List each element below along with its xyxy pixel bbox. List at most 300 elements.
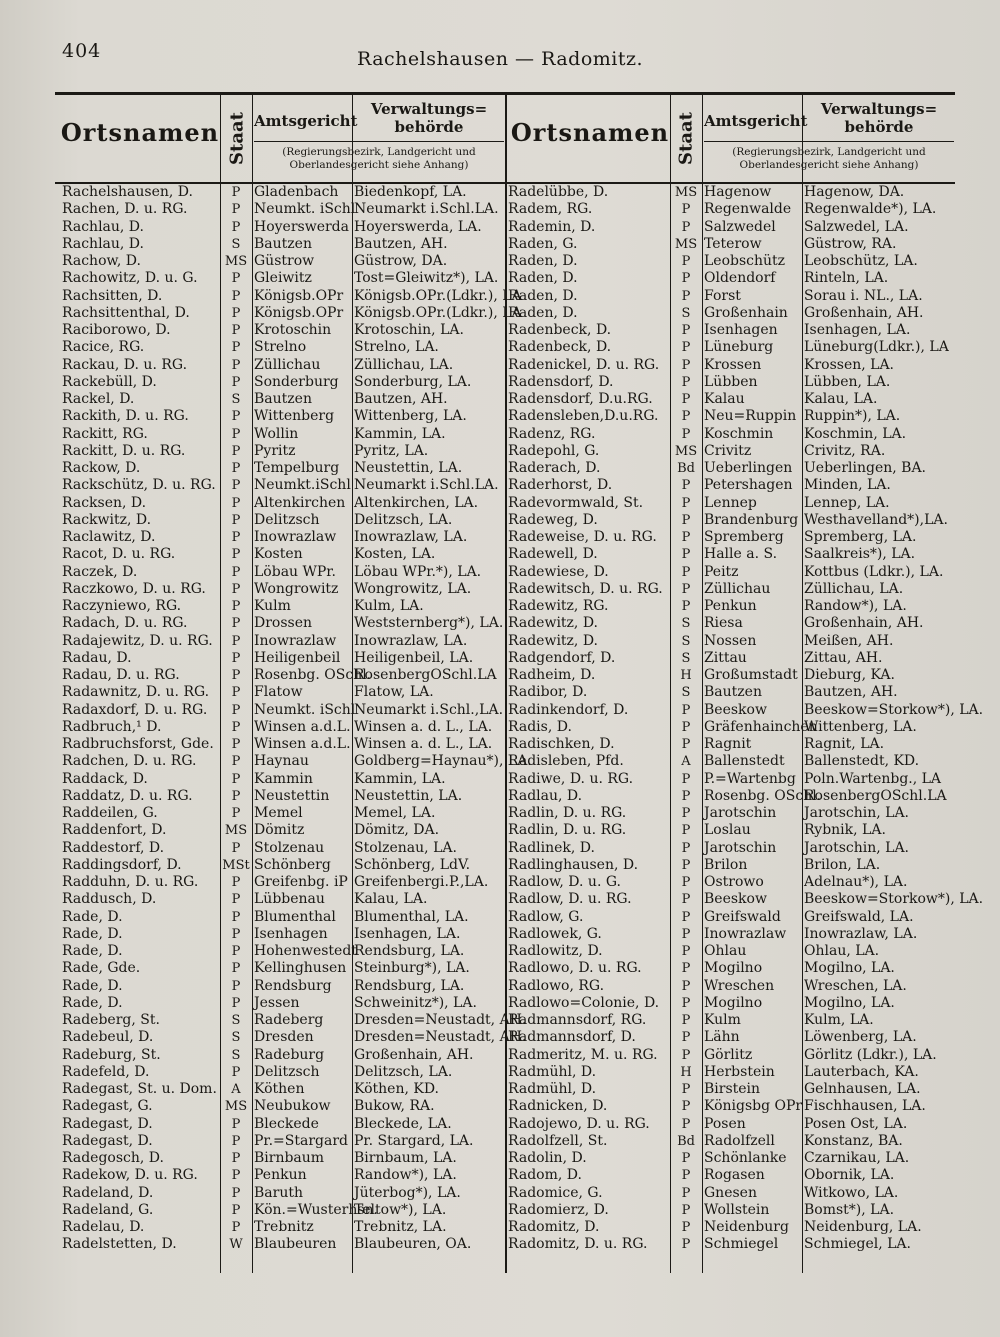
ortsname-cell: Racksen, D. <box>62 494 147 511</box>
staat-cell: S <box>231 1047 241 1063</box>
ortsname-cell: Radeberg, St. <box>62 1012 160 1028</box>
ortsname-cell: Radlin, D. u. RG. <box>508 805 627 821</box>
amtsgericht-cell: Gnesen <box>704 1184 757 1201</box>
amtsgericht-cell: Neidenburg <box>704 1219 789 1235</box>
amtsgericht-cell: Gladenbach <box>254 184 339 200</box>
ortsname-cell: Rachlau, D. <box>62 218 144 235</box>
staat-cell: P <box>681 909 691 925</box>
table-row <box>0 218 909 236</box>
verwaltung-cell: RosenbergOSchl.LA <box>354 667 497 683</box>
verwaltung-cell: Schmiegel, LA. <box>804 1236 911 1253</box>
ortsname-cell: Rademin, D. <box>508 218 596 235</box>
table-row <box>0 632 894 650</box>
verwaltung-cell: Kammin, LA. <box>354 425 446 442</box>
staat-cell: P <box>231 771 241 787</box>
verwaltung-cell: Großenhain, AH. <box>804 615 924 632</box>
table-row <box>0 891 984 908</box>
amtsgericht-cell: Krossen <box>704 356 762 373</box>
staat-cell: P <box>681 1185 691 1201</box>
staat-cell: S <box>231 392 241 407</box>
ortsname-cell: Raderach, D. <box>508 460 601 476</box>
verwaltung-cell: Güstrow, RA. <box>804 235 897 252</box>
table-row <box>0 304 924 322</box>
verwaltung-cell: Winsen a. d. L., LA. <box>354 718 493 735</box>
verwaltung-cell: Schweinitz*), LA. <box>354 994 477 1011</box>
amtsgericht-cell: Lüneburg <box>704 339 774 356</box>
staat-cell: P <box>681 581 691 597</box>
running-title: Rachelshausen — Radomitz. <box>356 48 644 70</box>
staat-cell: P <box>231 1064 241 1080</box>
ortsname-cell: Radomierz, D. <box>508 1201 609 1218</box>
verwaltung-cell: Dresden=Neustadt, AH. <box>354 1012 527 1028</box>
table-row <box>0 787 947 805</box>
verwaltung-cell: Obornik, LA. <box>804 1167 895 1184</box>
table-row <box>0 1219 922 1236</box>
amtsgericht-cell: Schönberg <box>254 856 331 873</box>
ortsname-cell: Radenz, RG. <box>508 425 596 442</box>
amtsgericht-cell: Wreschen <box>704 977 775 994</box>
ortsname-cell: Radeweise, D. u. RG. <box>508 529 657 545</box>
staat-cell: P <box>231 1151 241 1166</box>
staat-cell: P <box>231 271 241 287</box>
staat-cell: P <box>231 564 241 580</box>
staat-cell: P <box>231 547 241 563</box>
ortsname-cell: Rackitt, RG. <box>62 425 148 442</box>
ortsname-cell: Radepohl, G. <box>508 442 600 459</box>
page-number: 404 <box>62 40 102 62</box>
table-row <box>0 943 880 960</box>
staat-cell: P <box>231 719 241 735</box>
ortsname-cell: Radmeritz, M. u. RG. <box>508 1046 658 1063</box>
verwaltung-cell: Memel, LA. <box>354 805 436 821</box>
verwaltung-cell: Randow*), LA. <box>804 598 907 614</box>
staat-cell: P <box>231 530 241 545</box>
staat-cell: P <box>681 426 691 442</box>
verwaltung-cell: Crivitz, RA. <box>804 442 886 459</box>
table-row <box>0 546 916 563</box>
ortsname-cell: Radem, RG. <box>508 201 593 218</box>
table-row <box>0 529 917 546</box>
staat-cell: P <box>681 1151 691 1166</box>
staat-cell: P <box>681 823 691 839</box>
ortsname-cell: Rackwitz, D. <box>62 511 152 528</box>
staat-cell: P <box>231 443 241 459</box>
staat-cell: P <box>681 271 691 287</box>
ortsname-cell: Radenickel, D. u. RG. <box>508 356 660 373</box>
right-header-verwaltung <box>804 100 954 136</box>
staat-cell: P <box>231 840 241 856</box>
ortsname-cell: Rade, D. <box>62 994 123 1011</box>
staat-cell: P <box>231 512 241 528</box>
staat-cell: P <box>231 909 241 925</box>
table-row <box>0 701 984 719</box>
ortsname-cell: Radomitz, D. <box>508 1219 600 1235</box>
staat-cell: P <box>231 323 241 338</box>
amtsgericht-cell: Radeburg <box>254 1046 325 1063</box>
verwaltung-cell: Koschmin, LA. <box>804 425 907 442</box>
right-header-divider <box>704 141 954 142</box>
table-row <box>0 1012 874 1029</box>
amtsgericht-cell: Drossen <box>254 615 313 632</box>
staat-cell: P <box>231 754 241 770</box>
ortsname-cell: Raddusch, D. <box>62 891 157 908</box>
verwaltung-cell: Greifenbergi.P.,LA. <box>354 874 489 890</box>
staat-cell: P <box>231 581 241 597</box>
amtsgericht-cell: Radeberg <box>254 1012 324 1028</box>
amtsgericht-cell: Wittenberg <box>254 408 335 425</box>
staat-cell: Bd <box>677 1133 695 1149</box>
verwaltung-cell: Rybnik, LA. <box>804 822 886 839</box>
amtsgericht-cell: Rogasen <box>704 1167 765 1184</box>
staat-cell: P <box>681 495 691 511</box>
staat-cell: P <box>231 995 241 1011</box>
ortsname-cell: Radlowitz, D. <box>508 943 603 959</box>
staat-cell: P <box>231 616 241 632</box>
amtsgericht-cell: P.=Wartenbg <box>704 770 796 787</box>
verwaltung-cell: Stolzenau, LA. <box>354 839 457 856</box>
amtsgericht-cell: Kulm <box>704 1012 741 1028</box>
amtsgericht-cell: Hoyerswerda <box>254 218 349 235</box>
verwaltung-cell: Schönberg, LdV. <box>354 856 471 873</box>
staat-cell: P <box>681 995 691 1011</box>
left-note-line1: (Regierungsbezirk, Landgericht und <box>282 146 476 158</box>
amtsgericht-cell: Inowrazlaw <box>704 925 787 942</box>
staat-cell: P <box>231 1133 241 1149</box>
table-row <box>0 1029 917 1046</box>
staat-cell: P <box>681 806 691 821</box>
verwaltung-cell: Leobschütz, LA. <box>804 253 918 269</box>
ortsname-cell: Racice, RG. <box>62 339 145 356</box>
verwaltung-cell: Jarotschin, LA. <box>804 805 909 821</box>
verwaltung-cell: Zittau, AH. <box>804 649 883 666</box>
verwaltung-cell: Kammin, LA. <box>354 770 446 787</box>
amtsgericht-cell: Jarotschin <box>704 805 777 821</box>
amtsgericht-cell: Wollin <box>254 425 299 442</box>
verwaltung-cell: Königsb.OPr.(Ldkr.), LA <box>354 287 522 304</box>
table-row <box>0 580 904 598</box>
ortsname-cell: Radlau, D. <box>508 787 583 804</box>
table-row <box>0 494 890 512</box>
staat-cell: P <box>681 409 691 425</box>
amtsgericht-cell: Trebnitz <box>254 1219 314 1235</box>
ortsname-cell: Radensdorf, D.u.RG. <box>508 391 653 407</box>
table-row <box>0 460 927 477</box>
amtsgericht-cell: Greifenbg. iP <box>254 874 348 890</box>
right-header-amtsgericht: Amtsgericht <box>704 112 808 130</box>
verwaltung-cell: Ueberlingen, BA. <box>804 460 927 476</box>
right-note-line1: (Regierungsbezirk, Landgericht und <box>732 146 926 158</box>
staat-cell: P <box>681 254 691 269</box>
amtsgericht-cell: Dresden <box>254 1029 314 1046</box>
ortsname-cell: Radischken, D. <box>508 736 615 752</box>
staat-cell: P <box>681 892 691 908</box>
left-header-note <box>254 146 504 172</box>
table-row <box>0 1150 910 1167</box>
amtsgericht-cell: Güstrow <box>254 253 315 269</box>
amtsgericht-cell: Kalau <box>704 391 745 407</box>
ortsname-cell: Radisleben, Pfd. <box>508 753 624 770</box>
verwaltung-cell: Brilon, LA. <box>804 856 881 873</box>
verwaltung-cell: Rendsburg, LA. <box>354 977 465 994</box>
left-header-ortsnamen: Ortsnamen <box>60 118 220 147</box>
amtsgericht-cell: Ballenstedt <box>704 753 785 770</box>
amtsgericht-cell: Blaubeuren <box>254 1236 337 1253</box>
table-row <box>0 770 942 788</box>
amtsgericht-cell: Posen <box>704 1115 746 1132</box>
table-row <box>0 339 949 356</box>
right-header-verwaltung-line1: Verwaltungs= <box>820 100 938 118</box>
amtsgericht-cell: Delitzsch <box>254 511 320 528</box>
table-row <box>0 805 909 822</box>
verwaltung-cell: Pr. Stargard, LA. <box>354 1132 474 1149</box>
verwaltung-cell: Spremberg, LA. <box>804 529 917 545</box>
verwaltung-cell: Flatow, LA. <box>354 684 434 701</box>
ortsname-cell: Radewitsch, D. u. RG. <box>508 580 663 597</box>
verwaltung-cell: Inowrazlaw, LA. <box>804 925 918 942</box>
amtsgericht-cell: Löbau WPr. <box>254 563 336 580</box>
table-row <box>0 925 918 943</box>
table-row <box>0 270 889 287</box>
staat-cell: P <box>681 1220 691 1235</box>
amtsgericht-cell: Altenkirchen <box>254 494 346 511</box>
table-row <box>0 511 948 529</box>
staat-cell: P <box>231 461 241 476</box>
amtsgericht-cell: Nossen <box>704 632 757 649</box>
amtsgericht-cell: Birnbaum <box>254 1150 325 1166</box>
table-row <box>0 563 944 581</box>
staat-cell: P <box>231 478 241 494</box>
table-row <box>0 649 883 667</box>
verwaltung-cell: Randow*), LA. <box>354 1167 457 1184</box>
staat-cell: P <box>231 944 241 959</box>
verwaltung-cell: Großenhain, AH. <box>354 1046 474 1063</box>
amtsgericht-cell: Riesa <box>704 615 743 632</box>
amtsgericht-cell: Greifswald <box>704 908 781 925</box>
verwaltung-cell: Inowrazlaw, LA. <box>354 632 468 649</box>
verwaltung-cell: Goldberg=Haynau*), LA. <box>354 753 532 770</box>
amtsgericht-cell: Penkun <box>704 598 757 614</box>
ortsname-cell: Rachowitz, D. u. G. <box>62 270 198 287</box>
amtsgericht-cell: Gräfenhainchen <box>704 718 818 735</box>
staat-cell: Bd <box>677 461 695 476</box>
staat-cell: P <box>231 288 241 304</box>
verwaltung-cell: Biedenkopf, LA. <box>354 184 467 200</box>
amtsgericht-cell: Halle a. S. <box>704 546 778 563</box>
verwaltung-cell: Beeskow=Storkow*), LA. <box>804 701 984 718</box>
staat-cell: S <box>681 616 691 632</box>
table-row <box>0 615 924 632</box>
table-row <box>0 391 878 408</box>
amtsgericht-cell: Jarotschin <box>704 839 777 856</box>
verwaltung-cell: Löwenberg, LA. <box>804 1029 917 1046</box>
staat-cell: P <box>681 702 691 718</box>
amtsgericht-cell: Brilon <box>704 856 748 873</box>
amtsgericht-cell: Gleiwitz <box>254 270 312 287</box>
amtsgericht-cell: Radolfzell <box>704 1132 775 1149</box>
verwaltung-cell: Neidenburg, LA. <box>804 1219 922 1235</box>
amtsgericht-cell: Bautzen <box>254 391 312 407</box>
amtsgericht-cell: Görlitz <box>704 1046 753 1063</box>
verwaltung-cell: Dresden=Neustadt, AH. <box>354 1029 527 1046</box>
table-row <box>0 201 937 218</box>
right-note-line2: Oberlandesgericht siehe Anhang) <box>739 159 919 171</box>
amtsgericht-cell: Jessen <box>254 994 300 1011</box>
verwaltung-cell: Jüterbog*), LA. <box>354 1184 461 1201</box>
ortsname-cell: Radebeul, D. <box>62 1029 154 1046</box>
table-row <box>0 874 908 891</box>
ortsname-cell: Radlow, D. u. RG. <box>508 891 632 908</box>
amtsgericht-cell: Kammin <box>254 770 313 787</box>
staat-cell: P <box>681 788 691 804</box>
staat-cell: P <box>681 599 691 614</box>
staat-cell: P <box>681 1030 691 1046</box>
amtsgericht-cell: Lennep <box>704 494 757 511</box>
verwaltung-cell: Löbau WPr.*), LA. <box>354 563 482 580</box>
table-row <box>0 994 895 1012</box>
verwaltung-cell: Kalau, LA. <box>804 391 878 407</box>
staat-cell: P <box>681 944 691 959</box>
table-row <box>0 1201 895 1219</box>
verwaltung-cell: Delitzsch, LA. <box>354 511 453 528</box>
table-row <box>0 718 917 736</box>
ortsname-cell: Radenbeck, D. <box>508 322 612 338</box>
amtsgericht-cell: Hagenow <box>704 184 772 200</box>
amtsgericht-cell: Spremberg <box>704 529 784 545</box>
amtsgericht-cell: Großumstadt <box>704 667 798 683</box>
staat-cell: P <box>231 685 241 701</box>
verwaltung-cell: Krossen, LA. <box>804 356 895 373</box>
ortsname-cell: Raclawitz, D. <box>62 529 156 545</box>
verwaltung-cell: Bautzen, AH. <box>354 235 448 252</box>
amtsgericht-cell: Züllichau <box>254 356 321 373</box>
right-header-note <box>704 146 954 172</box>
verwaltung-cell: Königsb.OPr.(Ldkr.), LA <box>354 304 522 321</box>
ortsname-cell: Radawnitz, D. u. RG. <box>62 684 210 701</box>
amtsgericht-cell: Flatow <box>254 684 303 701</box>
amtsgericht-cell: Kön.=Wusterhsn. <box>254 1201 379 1218</box>
amtsgericht-cell: Wollstein <box>704 1201 770 1218</box>
verwaltung-cell: Großenhain, AH. <box>804 304 924 321</box>
amtsgericht-cell: Haynau <box>254 753 309 770</box>
verwaltung-cell: Dieburg, KA. <box>804 667 895 683</box>
ortsname-cell: Radinkendorf, D. <box>508 701 629 718</box>
staat-cell: S <box>231 236 241 252</box>
amtsgericht-cell: Lübben <box>704 373 758 390</box>
amtsgericht-cell: Neubukow <box>254 1098 331 1115</box>
staat-cell: P <box>681 392 691 407</box>
ortsname-cell: Radlin, D. u. RG. <box>508 822 627 839</box>
ortsname-cell: Rade, D. <box>62 943 123 959</box>
center-separator <box>505 93 507 1273</box>
staat-cell: S <box>231 1013 241 1028</box>
amtsgericht-cell: Peitz <box>704 563 739 580</box>
ortsname-cell: Radegast, D. <box>62 1132 153 1149</box>
ortsname-cell: Radibor, D. <box>508 684 588 701</box>
ortsname-cell: Radaxdorf, D. u. RG. <box>62 701 208 718</box>
verwaltung-cell: Trebnitz, LA. <box>354 1219 447 1235</box>
staat-cell: MS <box>224 1099 248 1115</box>
table-row <box>0 253 918 270</box>
staat-cell: P <box>681 1013 691 1028</box>
verwaltung-cell: Gelnhausen, LA. <box>804 1081 921 1097</box>
table-row <box>0 184 905 201</box>
verwaltung-cell: Ruppin*), LA. <box>804 408 901 425</box>
table-row <box>0 408 901 425</box>
verwaltung-cell: Dömitz, DA. <box>354 822 440 839</box>
staat-cell: MS <box>224 254 248 269</box>
staat-cell: P <box>681 1099 691 1115</box>
ortsname-cell: Radelübbe, D. <box>508 184 609 200</box>
ortsname-cell: Radach, D. u. RG. <box>62 615 188 632</box>
amtsgericht-cell: Ueberlingen <box>704 460 793 476</box>
verwaltung-cell: Wreschen, LA. <box>804 977 907 994</box>
ortsname-cell: Radevormwald, St. <box>508 494 644 511</box>
right-header-verwaltung-line2: behörde <box>844 118 914 136</box>
staat-cell: P <box>231 1202 241 1218</box>
verwaltung-cell: Kalau, LA. <box>354 891 428 908</box>
verwaltung-cell: Ohlau, LA. <box>804 943 880 959</box>
ortsname-cell: Rachsittenthal, D. <box>62 304 190 321</box>
amtsgericht-cell: Neu=Ruppin <box>704 408 797 425</box>
ortsname-cell: Radlow, D. u. G. <box>508 874 621 890</box>
verwaltung-cell: Bomst*), LA. <box>804 1201 895 1218</box>
verwaltung-cell: Mogilno, LA. <box>804 994 895 1011</box>
staat-cell: P <box>681 323 691 338</box>
ortsname-cell: Radelstetten, D. <box>62 1236 177 1253</box>
ortsname-cell: Radewitz, D. <box>508 615 598 632</box>
verwaltung-cell: Lauterbach, KA. <box>804 1063 919 1080</box>
amtsgericht-cell: Inowrazlaw <box>254 529 337 545</box>
ortsname-cell: Raddingsdorf, D. <box>62 856 182 873</box>
amtsgericht-cell: Heiligenbeil <box>254 649 341 666</box>
ortsname-cell: Raden, G. <box>508 235 578 252</box>
verwaltung-cell: Sonderburg, LA. <box>354 373 472 390</box>
staat-cell: W <box>229 1237 243 1253</box>
ortsname-cell: Radegast, D. <box>62 1115 153 1132</box>
ortsname-cell: Rachow, D. <box>62 253 141 269</box>
verwaltung-cell: Isenhagen, LA. <box>354 925 461 942</box>
verwaltung-cell: Steinburg*), LA. <box>354 960 470 977</box>
ortsname-cell: Rachelshausen, D. <box>62 184 193 200</box>
ortsname-cell: Radekow, D. u. RG. <box>62 1167 198 1184</box>
amtsgericht-cell: Bleckede <box>254 1115 319 1132</box>
staat-cell: H <box>680 668 692 683</box>
verwaltung-cell: Blaubeuren, OA. <box>354 1236 472 1253</box>
ortsname-cell: Raczkowo, D. u. RG. <box>62 580 206 597</box>
staat-cell: P <box>681 1168 691 1184</box>
staat-cell: P <box>231 202 241 218</box>
staat-cell: P <box>231 961 241 977</box>
table-row <box>0 1167 895 1184</box>
amtsgericht-cell: Ragnit <box>704 736 752 752</box>
ortsname-cell: Raddestorf, D. <box>62 839 165 856</box>
ortsname-cell: Radegast, G. <box>62 1098 153 1115</box>
verwaltung-cell: Altenkirchen, LA. <box>354 494 479 511</box>
amtsgericht-cell: Rendsburg <box>254 977 332 994</box>
ortsname-cell: Rackow, D. <box>62 460 141 476</box>
staat-cell: S <box>681 685 691 701</box>
ortsname-cell: Raddatz, D. u. RG. <box>62 787 193 804</box>
ortsname-cell: Raden, D. <box>508 270 578 287</box>
amtsgericht-cell: Schönlanke <box>704 1150 787 1166</box>
verwaltung-cell: Mogilno, LA. <box>804 960 895 977</box>
ortsname-cell: Rackel, D. <box>62 391 135 407</box>
amtsgericht-cell: Pyritz <box>254 442 296 459</box>
verwaltung-cell: Lübben, LA. <box>804 373 891 390</box>
verwaltung-cell: Regenwalde*), LA. <box>804 201 937 218</box>
verwaltung-cell: Züllichau, LA. <box>804 580 904 597</box>
amtsgericht-cell: Kulm <box>254 598 291 614</box>
